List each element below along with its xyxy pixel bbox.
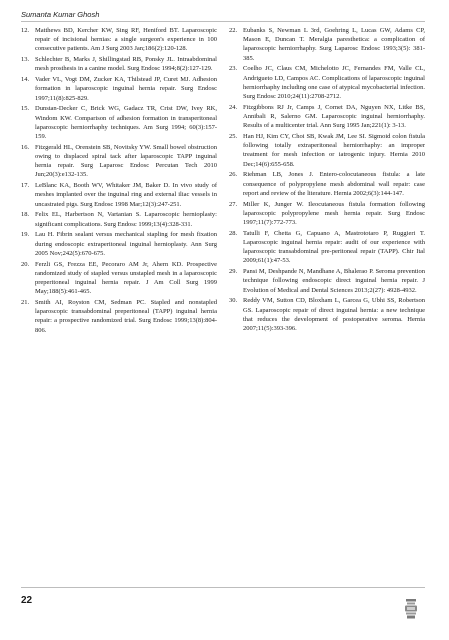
reference-item [229, 267, 425, 295]
reference-number: 28. [229, 229, 238, 237]
reference-text: Miller K, Junger W. Ileocutaneous fistula formation following laparoscopic polypropylene mesh hernia repair. Surg Endosc 1997;11(7):772-773. [243, 200, 425, 227]
reference-text: Pansi M, Deshpande N, Mandhane A, Bhalerao P. Seroma prevention technique following endoscopic direct inguinal hernia repair. J Evolution of Medical and Dental Sciences 2013;2(27): 4928-4932. [243, 268, 425, 294]
publisher-logo-icon [404, 598, 418, 620]
reference-number: 30. [229, 297, 238, 305]
references-left-column [21, 26, 217, 518]
reference-number: 12. [21, 27, 30, 34]
reference-item [21, 55, 217, 73]
reference-text: Fitzgerald HL, Orenstein SB, Novitsky YW. Small bowel obstruction owing to displaced spiral tack after laparoscopic TAPP inguinal hernia repair. Surg Laparosc Endosc Percutan Tech 2010 Jun;20(3):e132-135. [35, 143, 217, 179]
reference-number: 23. [229, 65, 238, 73]
reference-text: Tatulli F, Chetta G, Capuano A, Mastrototaro P, Ruggieri T. Laparoscopic inguinal hernia repair: audit of our experience with laparoscopic transabdominal pre-peritoneal repair (TAPP). Chir Ital 2009;61(1):47-53. [243, 229, 425, 265]
reference-text: Fitzgibbons RJ Jr, Camps J, Cornet DA, Nguyen NX, Litke BS, Annibali R, Salerno GM. Laparoscopic inguinal herniorrhaphy. Results of a multicenter trial. Ann Surg 1995 Jan;221(1): 3-13. [243, 103, 425, 130]
reference-number: 16. [21, 143, 30, 151]
reference-item [229, 26, 425, 63]
reference-item [21, 143, 217, 180]
reference-item [229, 64, 425, 101]
reference-number: 25. [229, 133, 238, 141]
reference-text: Coelho JC, Claus CM, Michelotto JC, Fernandes FM, Valle CL, Andrigueto LD, Campos AC. Complications of laparoscopic inguinal herniorrhaphy including one case of atypical mycobacterial infection. Surg Endosc 2010;24(11):2708-2712. [243, 65, 425, 101]
reference-number: 14. [21, 76, 30, 84]
reference-number: 21. [21, 299, 30, 307]
reference-text: Riehman LB, Jones J. Entero-colocutaneous fistula: a late consequence of polypropylene mesh abdominal wall repair: case report and review of the literature. Hernia 2002;6(3):144-147. [243, 171, 425, 197]
reference-item [21, 26, 217, 54]
references-right-column [229, 26, 425, 518]
footer-rule [21, 587, 425, 588]
reference-text: Eubanks S, Newman L 3rd, Goehring L, Lucas GW, Adams CP, Mason E, Duncan T. Meralgia paresthetica: a complication of laparoscopic herniorrhaphy. Surg Laparosc Endosc 1993;3(5): 381-385. [243, 27, 425, 62]
running-header-author: Sumanta Kumar Ghosh [21, 10, 100, 19]
reference-text: LeBlanc KA, Booth WV, Whitaker JM, Baker D. In vivo study of meshes implanted over the inguinal ring and external iliac vessels in uncastrated pigs. Surg Endosc 1998 Mar;12(3):247-251. [35, 182, 217, 208]
reference-number: 27. [229, 200, 238, 208]
references-body [21, 26, 425, 518]
reference-item [229, 229, 425, 266]
page-number: 22 [21, 595, 33, 606]
reference-text: Schlechter B, Marks J, Shillingstad RB, Ponsky JL. Intraabdominal mesh prosthesis in a canine model. Surg Endosc 1994;8(2):127-129. [35, 56, 217, 73]
reference-text: Lau H. Fibrin sealant versus mechanical stapling for mesh fixation during endoscopic extraperitoneal inguinal hernioplasty. Ann Surg 2005 Nov;242(5):670-675. [35, 231, 217, 257]
reference-item [229, 132, 425, 169]
reference-text: Smith AI, Royston CM, Sedman PC. Stapled and nonstapled laparoscopic transabdominal preperitoneal (TAPP) inguinal hernia repair: a prospective randomized trial. Surg Endosc 1999;13(8):804-806. [35, 299, 217, 334]
reference-text: Matthews BD, Kercher KW, Sing RF, Heniford BT. Laparoscopic repair of incisional hernias: a single surgeon's experience in 100 consecutive patients. Am J Surg 2003 Jan;186(2):120-128. [35, 27, 217, 53]
reference-number: 19. [21, 231, 30, 239]
reference-number: 24. [229, 103, 238, 111]
reference-item [21, 181, 217, 209]
reference-text: Vader VL, Vogt DM, Zucker KA, Thilstead JP, Curet MJ. Adhesion formation in laparoscopic inguinal hernia repair. Surg Endosc 1997;11(8):825-829. [35, 76, 217, 102]
reference-number: 20. [21, 260, 30, 268]
reference-number: 13. [21, 56, 30, 64]
reference-item [229, 200, 425, 228]
reference-item [21, 230, 217, 258]
reference-text: Han HJ, Kim CY, Choi SB, Kwak JM, Lee SI. Sigmoid colon fistula following totally extraperitoneal herniorrhaphy: an improper treatment for mesh infection or iatrogenic injury. Hernia 2010 Dec;14(6):655-658. [243, 133, 425, 168]
reference-number: 22. [229, 27, 238, 34]
reference-text: Ferzli GS, Frezza EE, Pecoraro AM Jr, Ahern KD. Prospective randomized study of stapled versus unstapled mesh in a laparoscopic preperitoneal inguinal hernia repair. J Am Coll Surg 1999 May;188(5):461-465. [35, 260, 217, 296]
reference-item [21, 104, 217, 141]
reference-item [229, 103, 425, 131]
reference-text: Reddy VM, Sutton CD, Bloxham L, Garcea G, Ubhi SS, Robertson GS. Laparoscopic repair of direct inguinal hernia: a new technique that reduces the development of postoperative seroma. Hernia 2007;11(5):393-396. [243, 297, 425, 333]
reference-item [229, 296, 425, 333]
header-rule [21, 21, 425, 22]
reference-item [21, 298, 217, 335]
reference-number: 17. [21, 182, 30, 190]
reference-item [229, 170, 425, 198]
reference-number: 29. [229, 268, 238, 276]
reference-text: Felix EL, Harbertson N, Vartanian S. Laparoscopic hernioplasty: significant complications. Surg Endosc 1999;13(4):328-331. [35, 211, 217, 228]
reference-item [21, 260, 217, 297]
reference-text: Dunstan-Decker C, Brick WG, Gadacz TR, Crist DW, Ivey RK, Windom KW. Comparison of adhesion formation in transperitoneal laparoscopic herniorrhaphy techniques. Am Surg 1994; 60(3):157-159. [35, 105, 217, 141]
reference-number: 18. [21, 211, 30, 219]
reference-item [21, 75, 217, 103]
reference-number: 26. [229, 171, 238, 179]
reference-number: 15. [21, 105, 30, 113]
reference-item [21, 210, 217, 228]
